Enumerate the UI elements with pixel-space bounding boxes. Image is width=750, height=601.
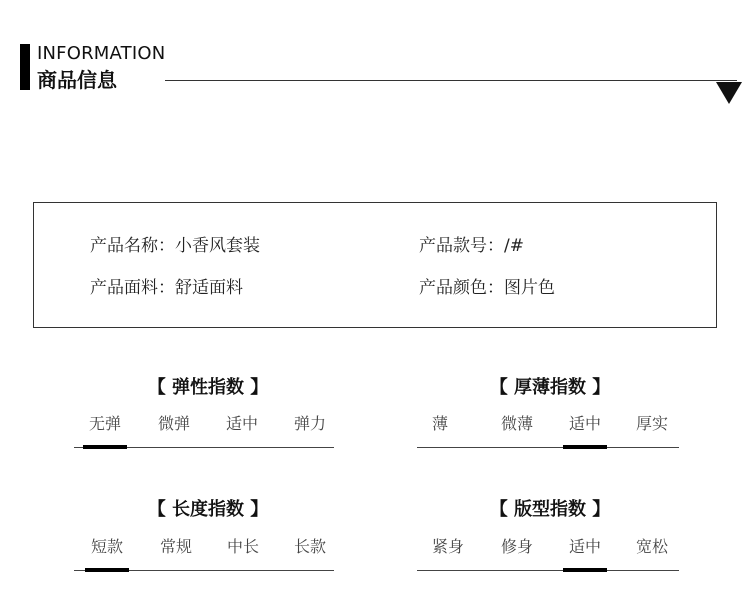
gauge-option: 紧身 [431,537,464,556]
triangle-down-icon [716,82,742,104]
product-color-value: 图片色 [504,278,555,298]
gauge-title: 【 厚薄指数 】 [489,377,611,398]
gauge-option: 厚实 [635,414,668,433]
gauge-track [417,447,679,448]
gauge-option: 宽松 [635,537,668,556]
header-title-en: INFORMATION [37,43,166,64]
product-name [90,235,260,257]
product-style-no-label: 产品款号： [419,236,504,256]
gauge-title: 【 长度指数 】 [147,499,269,520]
product-style-no-value: /# [504,236,524,256]
gauge-option: 微弹 [157,414,190,433]
gauge-option: 无弹 [88,414,121,433]
gauge-option: 适中 [225,414,258,433]
header-divider [165,80,737,81]
product-color-label: 产品颜色： [419,278,504,298]
header-title-cn: 商品信息 [37,68,117,92]
gauge-option: 修身 [500,537,533,556]
product-fabric [90,277,243,299]
product-name-value: 小香风套装 [175,236,260,256]
gauge-selected-marker [83,445,127,449]
gauge-option: 微薄 [500,414,533,433]
gauge-option: 中长 [226,537,259,556]
gauge-selected-marker [563,568,607,572]
gauge-option: 短款 [90,537,123,556]
product-fabric-label: 产品面料： [90,278,175,298]
product-name-label: 产品名称： [90,236,175,256]
header-accent-bar [20,44,30,90]
gauge-option: 适中 [568,414,601,433]
gauge-option: 长款 [293,537,326,556]
gauge-option: 常规 [159,537,192,556]
product-info-box [33,202,717,328]
gauge-option: 弹力 [293,414,326,433]
product-fabric-value: 舒适面料 [175,278,243,298]
gauge-selected-marker [563,445,607,449]
product-color [419,277,555,299]
gauge-track [417,570,679,571]
gauge-title: 【 版型指数 】 [489,499,611,520]
gauge-option: 适中 [568,537,601,556]
gauge-title: 【 弹性指数 】 [147,377,269,398]
gauge-option: 薄 [431,414,448,433]
product-style-no [419,235,524,257]
gauge-selected-marker [85,568,129,572]
